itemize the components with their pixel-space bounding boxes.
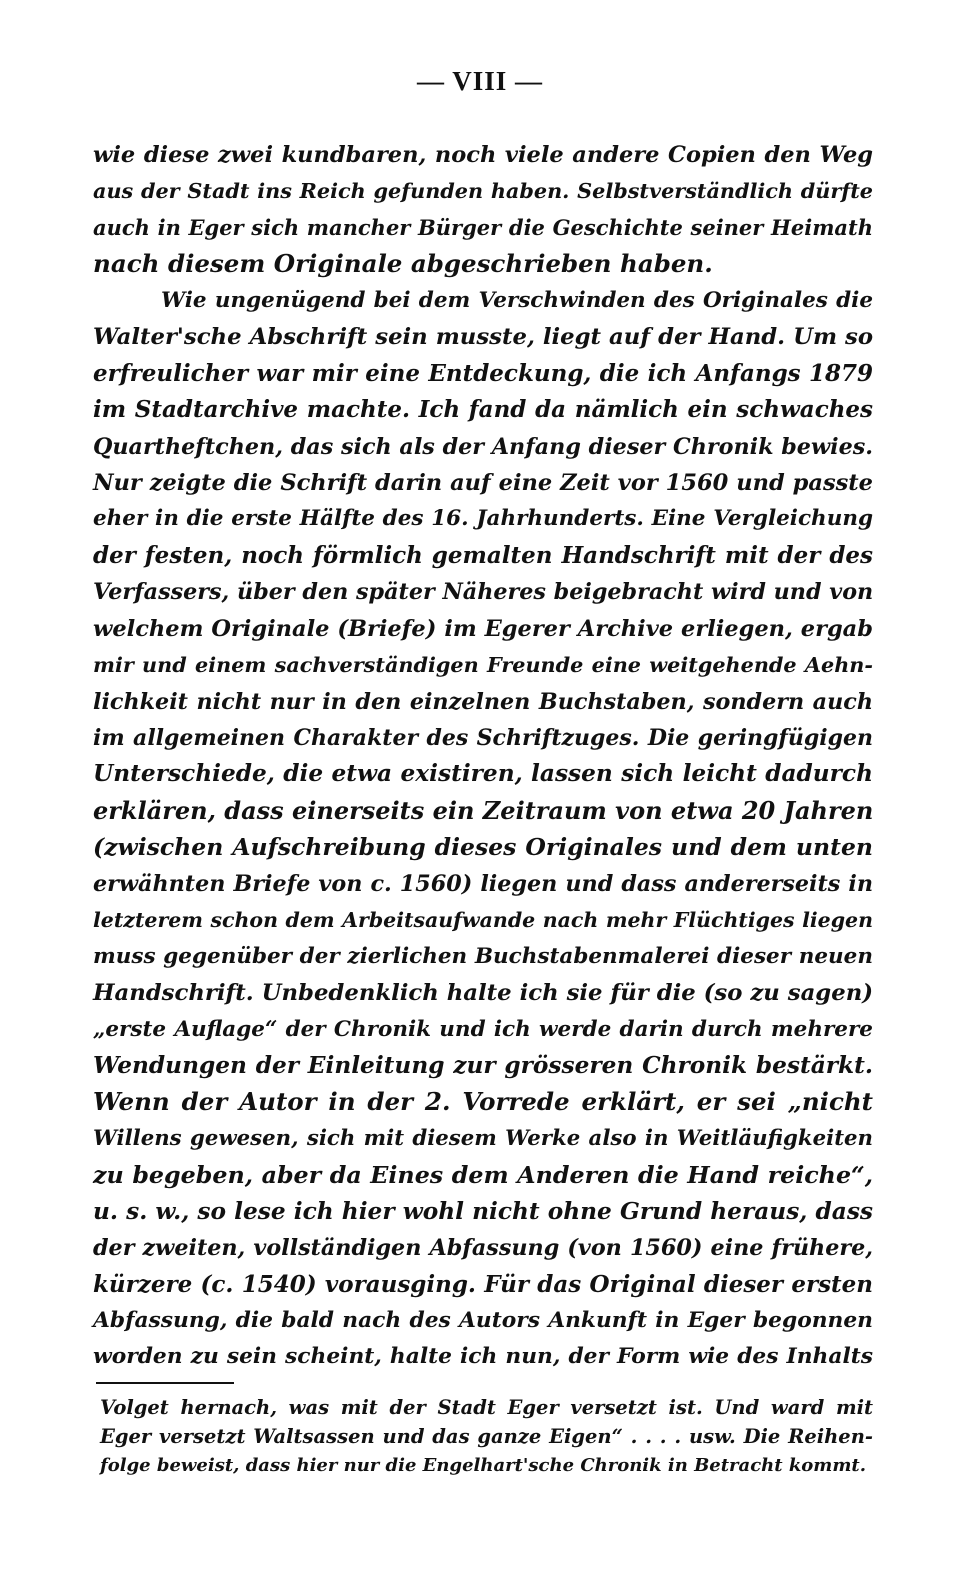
text-line: „erste Auflage“ der Chronik und ich werde darin durch mehrere [93,1016,873,1042]
text-line: muss gegenüber der zierlichen Buchstabenmalerei dieser neuen [93,943,873,969]
footnote [100,1393,873,1480]
text-line: Verfassers, über den später Näheres beigebracht wird und von [93,579,874,606]
text-line: Wie ungenügend bei dem Verschwinden des Originales die [161,287,873,313]
text-line: mir und einem sachverständigen Freunde eine weitgehende Aehn- [93,653,873,678]
text-line: im allgemeinen Charakter des Schriftzuges. Die geringfügigen [93,725,873,751]
text-line: erwähnten Briefe von c. 1560) liegen und dass andererseits in [93,870,873,897]
text-line: Unterschiede, die etwa existiren, lassen sich leicht dadurch [93,760,873,788]
text-line: zu begeben, aber da Eines dem Anderen die Hand reiche“, [93,1161,873,1190]
text-line: Handschrift. Unbedenklich halte ich sie für die (so zu sagen) [93,980,873,1007]
text-line: (zwischen Aufschreibung dieses Originales und dem unten [93,833,873,862]
text-line: welchem Originale (Briefe) im Egerer Archive erliegen, ergab [93,615,873,642]
footnote-line: folge beweist, dass hier nur die Engelhart'sche Chronik in Betracht kommt. [100,1455,866,1476]
text-line: der festen, noch förmlich gemalten Handschrift mit der des [93,541,873,569]
text-line: kürzere (c. 1540) vorausging. Für das Original dieser ersten [93,1270,873,1298]
text-line: aus der Stadt ins Reich gefunden haben. Selbstverständlich dürfte [93,179,873,204]
text-line: lichkeit nicht nur in den einzelnen Buchstaben, sondern auch [93,688,873,715]
footnote-line: Eger versetzt Waltsassen und das ganze Eigen“ . . . . usw. Die Reihen- [100,1425,873,1448]
text-line: erklären, dass einerseits ein Zeitraum von etwa 20 Jahren [93,795,874,825]
text-line: Abfassung, die bald nach des Autors Ankunft in Eger begonnen [93,1308,873,1333]
text-line: Wenn der Autor in der 2. Vorrede erklärt, er sei „nicht [93,1087,873,1117]
text-line: im Stadtarchive machte. Ich fand da nämlich ein schwaches [93,396,873,424]
text-line: Wendungen der Einleitung zur grösseren Chronik bestärkt. [93,1051,873,1079]
text-line: nach diesem Originale abgeschrieben haben. [93,249,713,279]
text-line: erfreulicher war mir eine Entdeckung, die ich Anfangs 1879 [93,359,873,387]
text-line: worden zu sein scheint, halte ich nun, der Form wie des Inhalts [93,1344,873,1370]
footnote-line: Volget hernach, was mit der Stadt Eger versetzt ist. Und ward mit [100,1396,873,1419]
body-text [93,137,873,1376]
text-line: wie diese zwei kundbaren, noch viele andere Copien den Weg [93,142,873,168]
text-line: Nur zeigte die Schrift darin auf eine Zeit vor 1560 und passte [93,469,873,496]
text-line: Willens gewesen, sich mit diesem Werke also in Weitläufigkeiten [93,1125,873,1151]
text-line: letzterem schon dem Arbeitsaufwande nach mehr Flüchtiges liegen [93,908,873,933]
footnote-divider [96,1382,234,1384]
text-line: u. s. w., so lese ich hier wohl nicht ohne Grund heraus, dass [93,1197,873,1225]
text-line: der zweiten, vollständigen Abfassung (von 1560) eine frühere, [93,1235,873,1262]
page-number: — VIII — [416,66,544,96]
text-line: Walter'sche Abschrift sein musste, liegt auf der Hand. Um so [93,324,873,351]
text-line: auch in Eger sich mancher Bürger die Geschichte seiner Heimath [93,214,873,240]
text-line: Quartheftchen, das sich als der Anfang dieser Chronik bewies. [93,433,873,460]
text-line: eher in die erste Hälfte des 16. Jahrhunderts. Eine Vergleichung [93,506,873,532]
